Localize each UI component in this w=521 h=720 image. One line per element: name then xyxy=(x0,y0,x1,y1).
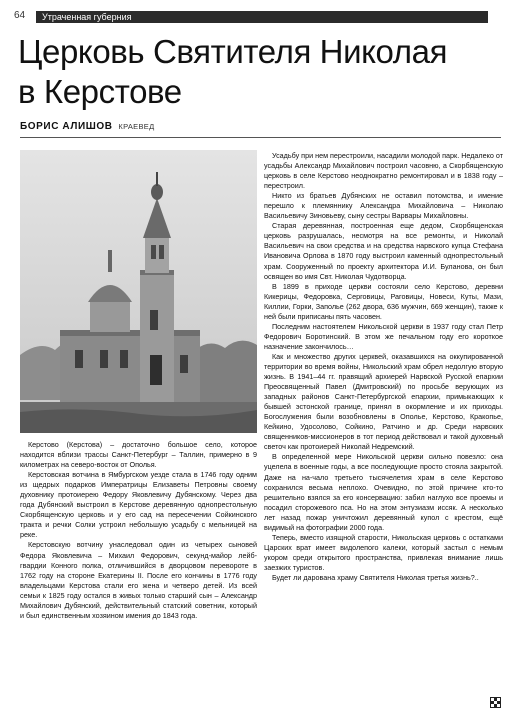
paragraph: Как и множество других церквей, оказавшихся на оккупированной территории во время войны, Никольский храм обрел недолгую вторую жизнь. В 1941–44 гг. правящий архиерей Нарвской Русской епархии Преосвященный Павел (Дмитровский) по просьбе верующих из западных районов Санкт-Петербургской епархии, примыкающих к бывшей эстонской границе, принял в окормление и их приходы. Богослужения были возобновлены в Ополье, Керстово, Кракопье, Кейкино, Удосолово, Сойкино, Ратчино и др. Среди нарвских священников-миссионеров в тот период действовал и такой духовный светоч как протоиерей Николай Недремский. xyxy=(264,351,503,452)
paragraph: Последним настоятелем Никольской церкви в 1937 году стал Петр Федорович Боротинский. В этом же печальном году его короткое назначение закончилось… xyxy=(264,321,503,351)
left-text-column xyxy=(20,440,257,621)
page-number: 64 xyxy=(14,10,26,21)
byline-divider xyxy=(20,137,501,138)
author-role: КРАЕВЕД xyxy=(118,122,155,131)
paragraph: В 1899 в приходе церкви состояли село Керстово, деревни Кикерицы, Федоровка, Серговицы, Раговицы, Новеси, Куты, Мази, Киллии, Горки, Заполье (262 двора, 636 мужчин, 669 женщин), также к ней были приписаны пять часовен. xyxy=(264,281,503,321)
title-line-2: в Керстове xyxy=(18,73,182,110)
article-title xyxy=(18,32,498,112)
title-line-1: Церковь Святителя Николая xyxy=(18,33,448,70)
end-mark-icon xyxy=(490,697,501,708)
paragraph: Будет ли дарована храму Святителя Николая третья жизнь?.. xyxy=(272,572,479,582)
byline xyxy=(20,121,154,132)
right-text-column xyxy=(264,151,503,583)
paragraph: Керстово (Керстова) – достаточно большое село, которое находится вблизи трассы Санкт-Петербург – Таллин, примерно в 9 километрах на северо-восток от Ополья. xyxy=(20,440,257,470)
author-name: БОРИС АЛИШОВ xyxy=(20,121,113,132)
page-header xyxy=(14,10,507,24)
paragraph: Старая деревянная, построенная еще дедом, Скорбященская церковь разрушалась, несмотря на все ремонты, и Николай Васильевич на свои средства и на средства нарвского купца Стефана Ивановича Орлова в 1870 году выстроил каменный однопрестольный храм. Сооруженный по проекту архитектора И.И. Буланова, он был освящен во имя Свт. Николая Чудотворца. xyxy=(264,221,503,281)
church-photo xyxy=(20,150,257,433)
section-banner: Утраченная губерния xyxy=(36,11,488,23)
paragraph: Усадьбу при нем перестроили, насадили молодой парк. Недалеко от усадьбы Александр Михайлович построил часовню, а Скорбященскую церковь в селе Керстово неоднократно ремонтировал и в 1838 году – перестроил. xyxy=(264,151,503,191)
paragraph: Керстовская вотчина в Ямбургском уезде стала в 1746 году одним из щедрых подарков Императрицы Елизаветы Петровны своему духовнику протоиерею Федору Яковлевичу Дубянскому. Через два года Дубянский выстроил в Керстове деревянную однопрестольную Скорбященскую церковь и у его сад на пересечении Сойкинского тракта и речки Солки устроил небольшую усадьбу с мельницей на реке. xyxy=(20,470,257,540)
paragraph: Никто из братьев Дубянских не оставил потомства, и имение перешло к племяннику Александра Михайловича – Николаю Васильевичу Зиновьеву, сыну сестры Варвары Михайловны. xyxy=(264,191,503,221)
paragraph: Теперь, вместо изящной старости, Никольская церковь с остатками Царских врат имеет видолепого калеки, который застыл с немым укором среди открытого пространства, привлекая внимание лишь заезжих туристов. xyxy=(264,532,503,572)
paragraph: В определенной мере Никольской церкви сильно повезло: она уцелела в военные годы, а все последующие просто стояла закрытой. Даже на на-чало третьего тысячелетия храм в селе Керстово сохранился весьма неплохо. Очевидно, по этой причине кто-то решительно взялся за его консервацию: забил наглухо все проемы и посадил сторожевого пса. Но на этом энтузиазм иссяк. А несколько лет назад пожар уничтожил деревянный купол с крестом, ещё видимый на фотографии 2000 года. xyxy=(264,452,503,532)
paragraph: Керстовскую вотчину унаследовал один из четырех сыновей Федора Яковлевича – Михаил Федорович, секунд-майор лейб-гвардии Конного полка, отличившийся в дворцовом перевороте в 1762 году на стороне Екатерины II. После его кончины в 1776 году владельцами Керстова стали его жена и четверо детей. Из всей семьи к 1825 году остался в живых только старший сын – Александр Михайлович Дубянский, действительный статский советник, который и был единственным хозяином имения до 1843 года. xyxy=(20,540,257,620)
church-photo-drawing xyxy=(20,150,257,433)
